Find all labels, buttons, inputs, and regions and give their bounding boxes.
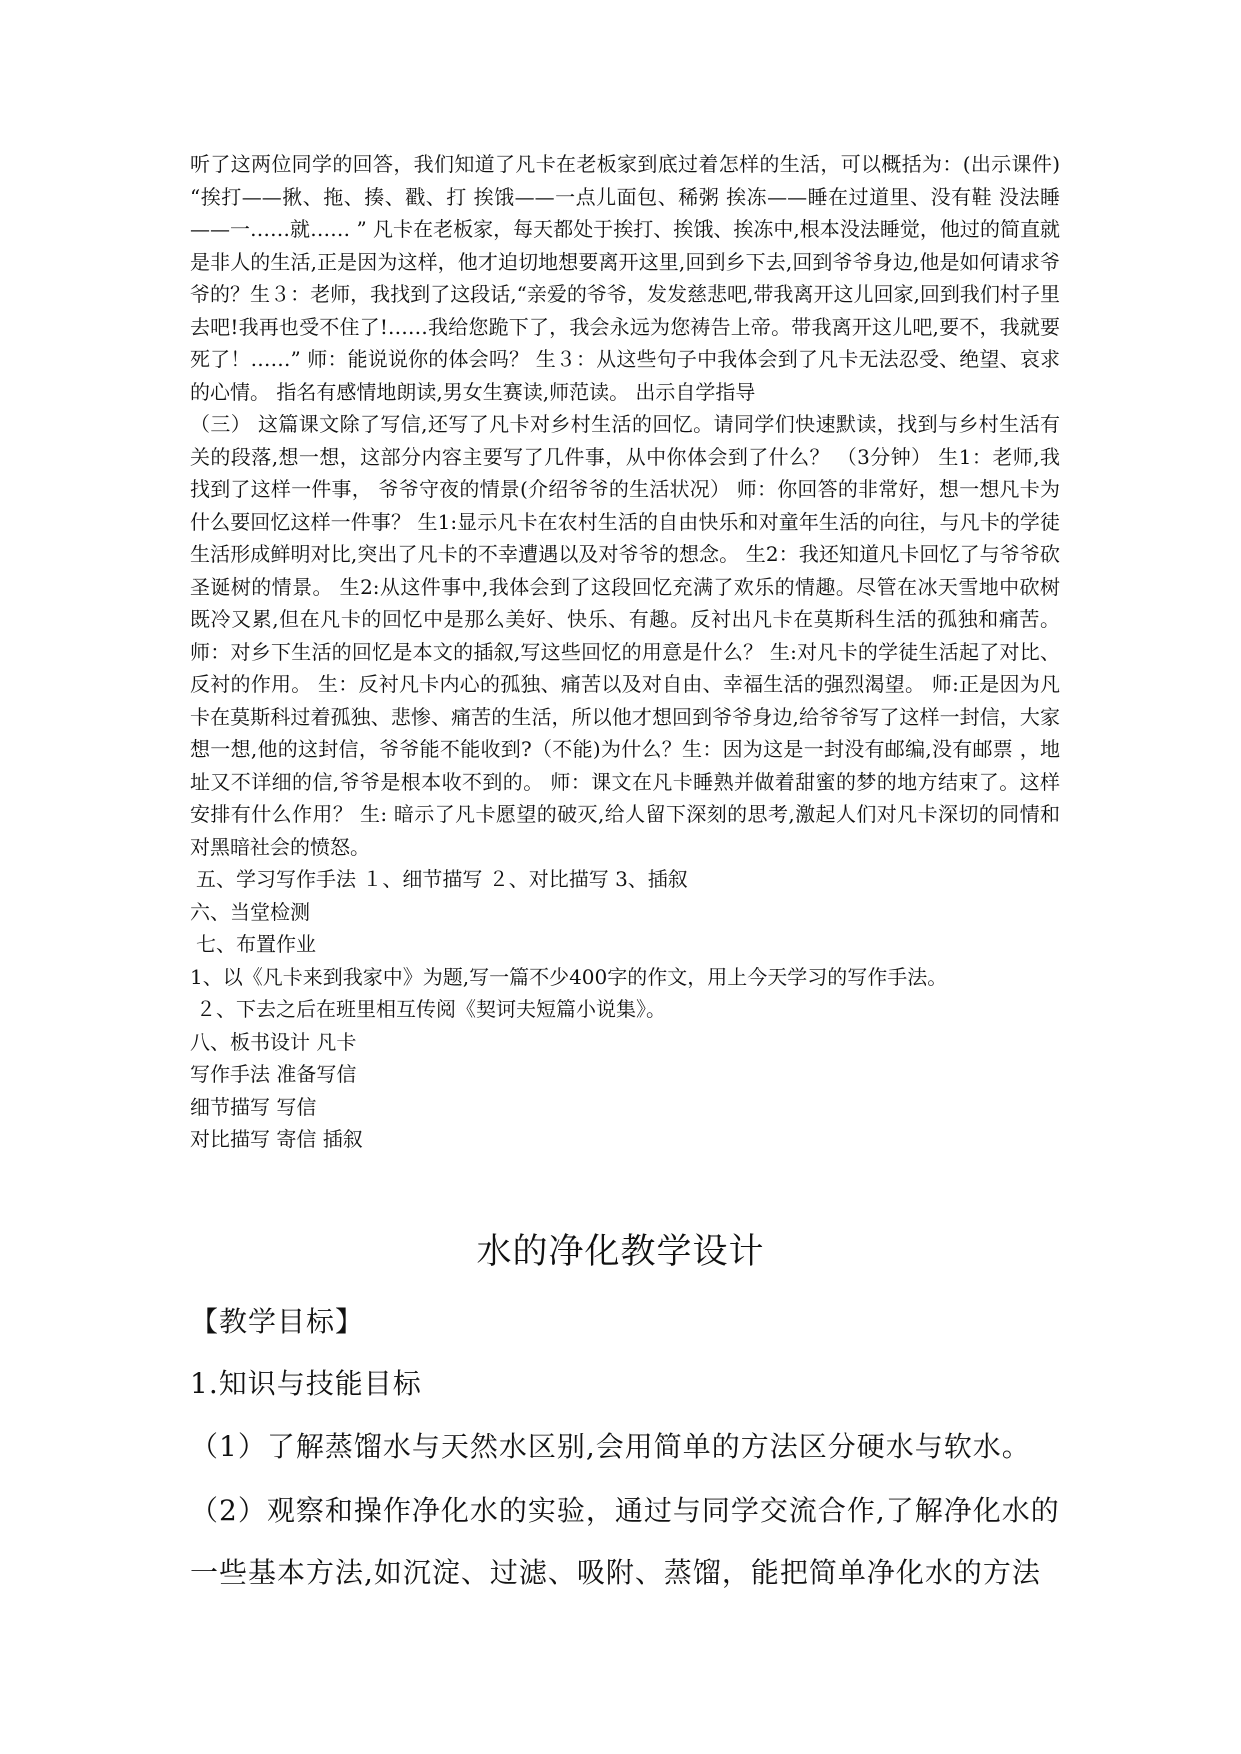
paragraph-student-answers: 听了这两位同学的回答，我们知道了凡卡在老板家到底过着怎样的生活，可以概括为：(出示课件) “挨打——揪、拖、揍、戳、打 挨饿——一点儿面包、稀粥 挨冻——睡在过道里、没有鞋 没法睡——一……就…… ” 凡卡在老板家，每天都处于挨打、挨饿、挨冻中,根本没法睡觉，他过的简直就是非人的生活,正是因为这样，他才迫切地想要离开这里,回到乡下去,回到爷爷身边,他是如何请求爷爷的？生３：老师，我找到了这段话,“亲爱的爷爷，发发慈悲吧,带我离开这儿回家,回到我们村子里去吧!我再也受不住了!……我给您跪下了，我会永远为您祷告上帝。带我离开这儿吧,要不，我就要死了！……” 师：能说说你的体会吗？ 生３：从这些句子中我体会到了凡卡无法忍受、绝望、哀求的心情。 指名有感情地朗读,男女生赛读,师范读。 出示自学指导 (190, 152, 1060, 404)
knowledge-heading: 1.知识与技能目标 (190, 1367, 422, 1400)
paragraph-board-design: 八、板书设计 凡卡 (190, 1029, 357, 1054)
board-line-1: 写作手法 准备写信 (190, 1062, 357, 1086)
paragraph-homework-heading: 七、布置作业 (196, 932, 316, 956)
objective-2-line-2: 一些基本方法,如沉淀、过滤、吸附、蒸馏，能把简单净化水的方法 (190, 1556, 1041, 1589)
paragraph-homework-1: 1、以《凡卡来到我家中》为题,写一篇不少400字的作文，用上今天学习的写作手法。 (190, 964, 948, 989)
lesson-body (190, 148, 1060, 1156)
objective-2-line-1: （2）观察和操作净化水的实验，通过与同学交流合作,了解净化水的 (190, 1494, 1060, 1527)
paragraph-classroom-test: 六、当堂检测 (190, 899, 310, 924)
objective-1: （1）了解蒸馏水与天然水区别,会用简单的方法区分硬水与软水。 (190, 1430, 1031, 1463)
board-line-2: 细节描写 写信 (190, 1094, 317, 1119)
paragraph-homework-2: ２、下去之后在班里相互传阅《契诃夫短篇小说集》。 (196, 997, 666, 1021)
objectives-heading: 【教学目标】 (190, 1305, 365, 1338)
section-title: 水的净化教学设计 (476, 1232, 765, 1272)
paragraph-self-study: （三） 这篇课文除了写信,还写了凡卡对乡村生活的回忆。请同学们快速默读，找到与乡村生活有关的段落,想一想，这部分内容主要写了几件事，从中你体会到了什么？ （3分钟） 生1：老师,我找到了这样一件事， 爷爷守夜的情景(介绍爷爷的生活状况） 师：你回答的非常好，想一想凡卡为什么要回忆这样一件事？ 生1:显示凡卡在农村生活的自由快乐和对童年生活的向往，与凡卡的学徒生活形成鲜明对比,突出了凡卡的不幸遭遇以及对爷爷的想念。 生2：我还知道凡卡回忆了与爷爷砍圣诞树的情景。 生2:从这件事中,我体会到了这段回忆充满了欢乐的情趣。尽管在冰天雪地中砍树既冷又累,但在凡卡的回忆中是那么美好、快乐、有趣。反衬出凡卡在莫斯科生活的孤独和痛苦。 师：对乡下生活的回忆是本文的插叙,写这些回忆的用意是什么？ 生:对凡卡的学徒生活起了对比、反衬的作用。 生：反衬凡卡内心的孤独、痛苦以及对自由、幸福生活的强烈渴望。 师:正是因为凡卡在莫斯科过着孤独、悲惨、痛苦的生活，所以他才想回到爷爷身边,给爷爷写了这样一封信，大家想一想,他的这封信，爷爷能不能收到?（不能)为什么？生：因为这是一封没有邮编,没有邮票 ，地址又不详细的信,爷爷是根本收不到的。 师：课文在凡卡睡熟并做着甜蜜的梦的地方结束了。这样安排有什么作用？ 生: 暗示了凡卡愿望的破灭,给人留下深刻的思考,激起人们对凡卡深切的同情和对黑暗社会的愤怒。 (190, 412, 1060, 859)
board-line-3: 对比描写 寄信 插叙 (190, 1127, 363, 1151)
paragraph-writing-methods: 五、学习写作手法 １、细节描写 ２、对比描写 3、插叙 (196, 867, 688, 891)
